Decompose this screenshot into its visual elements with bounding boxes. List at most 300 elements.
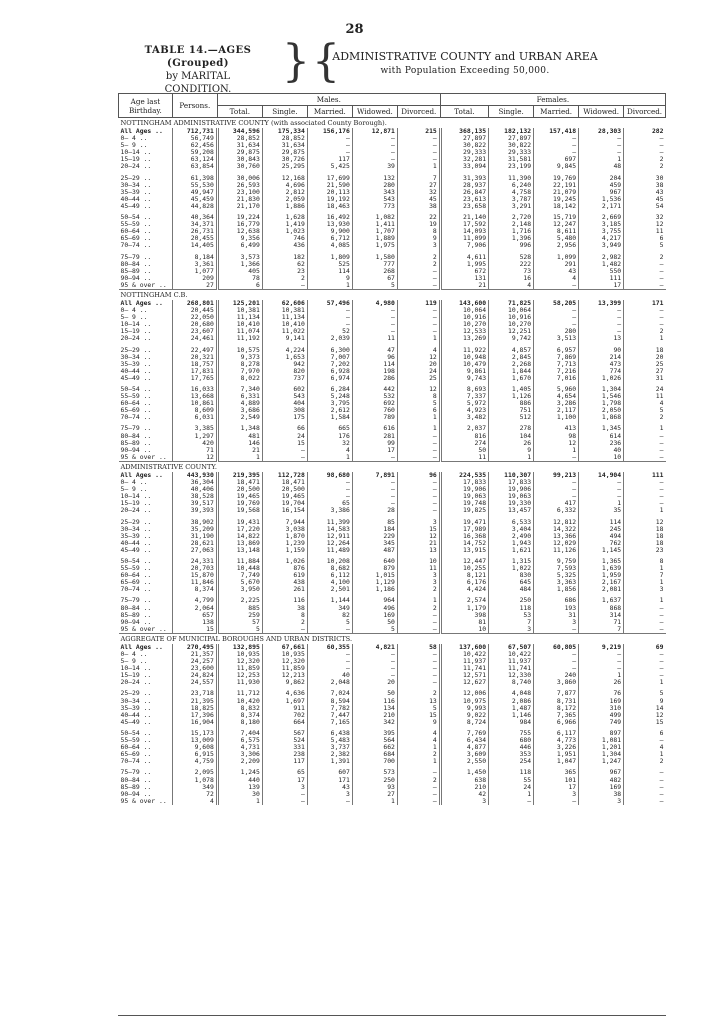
value-cell: 66 xyxy=(262,425,307,432)
value-cell: 118 xyxy=(489,605,534,612)
value-cell: 20 xyxy=(352,679,397,686)
value-cell: 28 xyxy=(352,507,397,514)
value-cell: — xyxy=(262,454,307,462)
table-row xyxy=(119,314,666,321)
value-cell: 12,911 xyxy=(307,533,352,540)
col-persons: Persons. xyxy=(172,94,217,118)
value-cell: 1 xyxy=(624,335,666,342)
value-cell: 3 xyxy=(397,242,440,249)
value-cell: 1,450 xyxy=(440,769,488,776)
value-cell: 1,707 xyxy=(352,228,397,235)
value-cell: 32,281 xyxy=(440,156,488,163)
value-cell: 4,048 xyxy=(489,690,534,697)
value-cell: 45,459 xyxy=(172,196,217,203)
section-title: ADMINISTRATIVE COUNTY. xyxy=(119,461,666,472)
value-cell: 62,456 xyxy=(172,142,217,149)
value-cell: — xyxy=(397,142,440,149)
table-row xyxy=(119,203,666,210)
value-cell: 774 xyxy=(579,368,624,375)
value-cell: 20 xyxy=(397,361,440,368)
value-cell: 210 xyxy=(440,784,488,791)
value-cell: 4,889 xyxy=(217,400,262,407)
value-cell: 3 xyxy=(534,791,579,798)
brace-left: { xyxy=(312,36,340,87)
value-cell: — xyxy=(624,605,666,612)
value-cell: 405 xyxy=(217,268,262,275)
table-row xyxy=(119,400,666,407)
value-cell: — xyxy=(397,447,440,454)
value-cell: 119 xyxy=(397,300,440,307)
value-cell: — xyxy=(397,679,440,686)
value-cell: 482 xyxy=(579,777,624,784)
value-cell: 1,126 xyxy=(489,393,534,400)
value-cell: 21,590 xyxy=(307,182,352,189)
age-cell: 40—44 .. xyxy=(120,711,152,719)
value-cell: — xyxy=(352,454,397,462)
value-cell: 12,571 xyxy=(440,672,488,679)
table-row xyxy=(119,175,666,182)
value-cell: 4 xyxy=(624,744,666,751)
value-cell: 10,422 xyxy=(440,651,488,658)
value-cell: 1,546 xyxy=(579,393,624,400)
value-cell: — xyxy=(579,307,624,314)
value-cell: 62,606 xyxy=(262,300,307,307)
value-cell: 238 xyxy=(262,751,307,758)
value-cell: 2,167 xyxy=(579,579,624,586)
table-row xyxy=(119,196,666,203)
value-cell: 12,168 xyxy=(262,175,307,182)
value-cell: 6,533 xyxy=(489,519,534,526)
value-cell: 353 xyxy=(489,751,534,758)
value-cell: 2,268 xyxy=(489,361,534,368)
value-cell: — xyxy=(397,665,440,672)
value-cell: — xyxy=(624,619,666,626)
value-cell: 34,371 xyxy=(172,221,217,228)
age-cell: 70—74 .. xyxy=(120,586,152,594)
value-cell: 1,247 xyxy=(579,758,624,765)
value-cell: — xyxy=(624,440,666,447)
value-cell: 3,363 xyxy=(534,579,579,586)
value-cell: 40,406 xyxy=(172,486,217,493)
table-row xyxy=(119,335,666,342)
value-cell: 525 xyxy=(307,261,352,268)
table-row xyxy=(119,791,666,798)
value-cell: 16,904 xyxy=(172,719,217,726)
value-cell: — xyxy=(307,135,352,142)
value-cell: 20,321 xyxy=(172,354,217,361)
value-cell: 3 xyxy=(262,784,307,791)
value-cell: 93 xyxy=(352,784,397,791)
value-cell: 573 xyxy=(352,769,397,776)
value-cell: 665 xyxy=(307,425,352,432)
value-cell: 602 xyxy=(262,386,307,393)
table-row xyxy=(119,777,666,784)
age-cell: 90—94 .. xyxy=(120,790,152,798)
value-cell: 345 xyxy=(352,540,397,547)
value-cell: 5,425 xyxy=(307,163,352,170)
value-cell: — xyxy=(624,798,666,805)
value-cell: 17 xyxy=(352,447,397,454)
value-cell: — xyxy=(307,142,352,149)
value-cell: 27,897 xyxy=(440,135,488,142)
value-cell: 8 xyxy=(624,558,666,565)
value-cell: — xyxy=(397,440,440,447)
value-cell: 1,580 xyxy=(352,254,397,261)
value-cell: 4,923 xyxy=(440,407,488,414)
value-cell: 10,381 xyxy=(217,307,262,314)
value-cell: 4,217 xyxy=(579,235,624,242)
age-cell: 60—64 .. xyxy=(120,572,152,580)
value-cell: 9,900 xyxy=(307,228,352,235)
value-cell: 28,937 xyxy=(440,182,488,189)
value-cell: 8,594 xyxy=(307,698,352,705)
value-cell: 10,935 xyxy=(217,651,262,658)
age-cell: 45—49 .. xyxy=(120,718,152,726)
value-cell: 4 xyxy=(534,275,579,282)
value-cell: 26,731 xyxy=(172,228,217,235)
value-cell: 29,875 xyxy=(217,149,262,156)
value-cell: 11,712 xyxy=(217,690,262,697)
value-cell: 16,033 xyxy=(172,386,217,393)
section-title: NOTTINGHAM ADMINISTRATIVE COUNTY (with associated County Borough). xyxy=(119,118,666,129)
value-cell: 11,134 xyxy=(217,314,262,321)
value-cell: 1,304 xyxy=(579,751,624,758)
value-cell: 23,718 xyxy=(172,690,217,697)
value-cell: 9,608 xyxy=(172,744,217,751)
value-cell: — xyxy=(534,493,579,500)
value-cell: 67 xyxy=(352,275,397,282)
value-cell: 11,937 xyxy=(440,658,488,665)
value-cell: 268,801 xyxy=(172,300,217,307)
value-cell: 3 xyxy=(440,798,488,805)
value-cell: — xyxy=(352,486,397,493)
value-cell: 71 xyxy=(172,447,217,454)
value-cell: 1,348 xyxy=(217,425,262,432)
table-row xyxy=(119,493,666,500)
value-cell: 24,824 xyxy=(172,672,217,679)
value-cell: 8,172 xyxy=(534,705,579,712)
value-cell: — xyxy=(352,156,397,163)
value-cell: 1,201 xyxy=(579,744,624,751)
value-cell: — xyxy=(397,626,440,634)
age-cell: 15—19 .. xyxy=(120,672,152,680)
value-cell: 1,082 xyxy=(352,214,397,221)
value-cell: 12 xyxy=(172,454,217,462)
value-cell: 15,719 xyxy=(534,214,579,221)
value-cell: 3,737 xyxy=(307,744,352,751)
value-cell: — xyxy=(397,433,440,440)
value-cell: 6 xyxy=(624,730,666,737)
value-cell: 4,857 xyxy=(489,347,534,354)
value-cell: 26 xyxy=(489,440,534,447)
value-cell: 2,117 xyxy=(534,407,579,414)
value-cell: 11,930 xyxy=(217,679,262,686)
value-cell: 63,124 xyxy=(172,156,217,163)
value-cell: 1,670 xyxy=(489,375,534,382)
value-cell: 50 xyxy=(352,619,397,626)
value-cell: 13,009 xyxy=(172,737,217,744)
value-cell: 1,637 xyxy=(579,597,624,604)
value-cell: 209 xyxy=(172,275,217,282)
table-row xyxy=(119,189,666,196)
age-cell: 80—84 .. xyxy=(120,604,152,612)
value-cell: 3 xyxy=(534,619,579,626)
value-cell: 9,993 xyxy=(440,705,488,712)
value-cell: 60,805 xyxy=(534,644,579,651)
value-cell: 40 xyxy=(307,672,352,679)
value-cell: 27 xyxy=(624,368,666,375)
value-cell: 1,081 xyxy=(579,737,624,744)
value-cell: 280 xyxy=(534,328,579,335)
value-cell: 3,950 xyxy=(217,586,262,593)
table-row xyxy=(119,414,666,421)
age-cell: 70—74 .. xyxy=(120,414,152,422)
value-cell: — xyxy=(534,798,579,805)
value-cell: 550 xyxy=(579,268,624,275)
value-cell: 10,255 xyxy=(440,565,488,572)
value-cell: 868 xyxy=(579,605,624,612)
value-cell: 13,148 xyxy=(217,547,262,554)
value-cell: 3,860 xyxy=(534,679,579,686)
value-cell: 413 xyxy=(534,425,579,432)
value-cell: 31,634 xyxy=(217,142,262,149)
value-cell: 250 xyxy=(489,597,534,604)
value-cell: 43 xyxy=(534,268,579,275)
table-row xyxy=(119,744,666,751)
value-cell: 134 xyxy=(352,705,397,712)
value-cell: 1,856 xyxy=(534,586,579,593)
age-cell: 75—79 .. xyxy=(120,597,152,605)
age-cell: All Ages .. xyxy=(120,643,163,651)
table-row xyxy=(119,712,666,719)
table-row xyxy=(119,737,666,744)
age-cell: 20—24 .. xyxy=(120,507,152,515)
value-cell: — xyxy=(624,791,666,798)
value-cell: 7,593 xyxy=(534,565,579,572)
value-cell: 789 xyxy=(352,414,397,421)
value-cell: — xyxy=(262,798,307,805)
value-cell: 11,489 xyxy=(307,547,352,554)
section-title: AGGREGATE OF MUNICIPAL BOROUGHS AND URBAN DISTRICTS. xyxy=(119,633,666,644)
value-cell: 13 xyxy=(397,547,440,554)
value-cell: 1,482 xyxy=(579,261,624,268)
value-cell: 261 xyxy=(262,586,307,593)
value-cell: 38 xyxy=(579,791,624,798)
value-cell: 19,465 xyxy=(262,493,307,500)
value-cell: — xyxy=(624,314,666,321)
value-cell: 8,724 xyxy=(440,719,488,726)
value-cell: 2,382 xyxy=(307,751,352,758)
value-cell: — xyxy=(262,626,307,634)
value-cell: — xyxy=(307,321,352,328)
age-cell: 70—74 .. xyxy=(120,242,152,250)
value-cell: 5 xyxy=(624,690,666,697)
age-cell: 60—64 .. xyxy=(120,228,152,236)
value-cell: 2 xyxy=(624,328,666,335)
value-cell: 62 xyxy=(262,261,307,268)
table-row xyxy=(119,558,666,565)
value-cell: 8,184 xyxy=(172,254,217,261)
age-cell: 0— 4 .. xyxy=(120,479,148,487)
value-cell: 110,307 xyxy=(489,472,534,479)
age-cell: 20—24 .. xyxy=(120,163,152,171)
value-cell: 697 xyxy=(534,156,579,163)
value-cell: 72 xyxy=(172,791,217,798)
value-cell: 1 xyxy=(534,447,579,454)
value-cell: 35,209 xyxy=(172,526,217,533)
value-cell: 342 xyxy=(352,719,397,726)
value-cell: 138 xyxy=(172,619,217,626)
value-cell: 182,132 xyxy=(489,128,534,135)
age-cell: 40—44 .. xyxy=(120,539,152,547)
value-cell: 10,975 xyxy=(440,698,488,705)
value-cell: 2,209 xyxy=(217,758,262,765)
value-cell: — xyxy=(624,433,666,440)
value-cell: 446 xyxy=(489,744,534,751)
value-cell: 2,148 xyxy=(489,221,534,228)
total-row xyxy=(119,128,666,135)
col-females-married: Married. xyxy=(534,106,579,118)
value-cell: 20,445 xyxy=(172,307,217,314)
value-cell: 14,583 xyxy=(307,526,352,533)
value-cell: 4 xyxy=(397,737,440,744)
value-cell: 278 xyxy=(489,425,534,432)
value-cell: — xyxy=(534,135,579,142)
age-cell: 0— 4 .. xyxy=(120,307,148,315)
table-row xyxy=(119,393,666,400)
value-cell: 280 xyxy=(352,182,397,189)
value-cell: 344,596 xyxy=(217,128,262,135)
value-cell: 16,368 xyxy=(440,533,488,540)
table-row xyxy=(119,242,666,249)
value-cell: 1,245 xyxy=(217,769,262,776)
value-cell: 420 xyxy=(172,440,217,447)
value-cell: 737 xyxy=(262,375,307,382)
value-cell: — xyxy=(624,307,666,314)
value-cell: — xyxy=(534,307,579,314)
value-cell: 13,269 xyxy=(440,335,488,342)
value-cell: 1,099 xyxy=(534,254,579,261)
value-cell: 98 xyxy=(534,433,579,440)
value-cell: 111 xyxy=(624,472,666,479)
value-cell: 19,568 xyxy=(217,507,262,514)
value-cell: 20,500 xyxy=(217,486,262,493)
value-cell: — xyxy=(352,658,397,665)
value-cell: 30,760 xyxy=(217,163,262,170)
value-cell: 1,975 xyxy=(352,242,397,249)
value-cell: 524 xyxy=(262,737,307,744)
value-cell: 31 xyxy=(624,375,666,382)
value-cell: 11,390 xyxy=(489,175,534,182)
value-cell: 8,022 xyxy=(217,375,262,382)
value-cell: 614 xyxy=(579,433,624,440)
value-cell: 4,611 xyxy=(440,254,488,261)
value-cell: 8,693 xyxy=(440,386,488,393)
value-cell: 43 xyxy=(307,784,352,791)
value-cell: 349 xyxy=(172,784,217,791)
value-cell: 8,609 xyxy=(172,407,217,414)
value-cell: 10,916 xyxy=(489,314,534,321)
age-cell: 95 & over .. xyxy=(120,625,167,633)
table-row xyxy=(119,672,666,679)
age-cell: 85—89 .. xyxy=(120,611,152,619)
value-cell: 171 xyxy=(307,777,352,784)
value-cell: 50 xyxy=(440,447,488,454)
value-cell: 1,391 xyxy=(307,758,352,765)
value-cell: 22 xyxy=(397,214,440,221)
age-cell: 25—29 .. xyxy=(120,346,152,354)
value-cell: — xyxy=(262,282,307,290)
value-cell: 39,393 xyxy=(172,507,217,514)
value-cell: 1,026 xyxy=(262,558,307,565)
value-cell: — xyxy=(489,798,534,805)
value-cell: 7,944 xyxy=(262,519,307,526)
age-cell: 30—34 .. xyxy=(120,181,152,189)
value-cell: 12 xyxy=(397,533,440,540)
value-cell: 2 xyxy=(262,619,307,626)
value-cell: 2,982 xyxy=(579,254,624,261)
value-cell: 13,366 xyxy=(534,533,579,540)
area-title: ADMINISTRATIVE COUNTY and URBAN AREA xyxy=(332,50,598,63)
age-cell: 45—49 .. xyxy=(120,202,152,210)
value-cell: 114 xyxy=(352,361,397,368)
value-cell: 3 xyxy=(489,626,534,634)
value-cell: 10,575 xyxy=(217,347,262,354)
value-cell: 31,634 xyxy=(262,142,307,149)
age-cell: 0— 4 .. xyxy=(120,135,148,143)
value-cell: 662 xyxy=(352,744,397,751)
value-cell: 19,465 xyxy=(217,493,262,500)
value-cell: 17,699 xyxy=(307,175,352,182)
value-cell: — xyxy=(624,142,666,149)
value-cell: 9,373 xyxy=(217,354,262,361)
value-cell: 45 xyxy=(624,196,666,203)
value-cell: — xyxy=(352,493,397,500)
value-cell: 139 xyxy=(217,784,262,791)
value-cell: 4,759 xyxy=(172,758,217,765)
value-cell: 1,886 xyxy=(262,203,307,210)
age-cell: 75—79 .. xyxy=(120,253,152,261)
age-cell: 35—39 .. xyxy=(120,188,152,196)
age-cell: All Ages .. xyxy=(120,128,163,135)
value-cell: 12,213 xyxy=(262,672,307,679)
value-cell: 29,333 xyxy=(489,149,534,156)
value-cell: 6 xyxy=(397,407,440,414)
age-cell: 20—24 .. xyxy=(120,335,152,343)
age-cell: 65—69 .. xyxy=(120,235,152,243)
value-cell: 4,773 xyxy=(534,737,579,744)
value-cell: 15 xyxy=(624,719,666,726)
value-cell: 24 xyxy=(397,368,440,375)
value-cell: 11,134 xyxy=(262,314,307,321)
value-cell: 11 xyxy=(440,454,488,462)
value-cell: 4 xyxy=(397,730,440,737)
value-cell: 885 xyxy=(217,605,262,612)
value-cell: 2,956 xyxy=(534,242,579,249)
value-cell: 21,170 xyxy=(217,203,262,210)
value-cell: 259 xyxy=(217,612,262,619)
value-cell: 6,240 xyxy=(489,182,534,189)
table-row xyxy=(119,386,666,393)
value-cell: 12,627 xyxy=(440,679,488,686)
value-cell: 99 xyxy=(352,440,397,447)
value-cell: 640 xyxy=(352,558,397,565)
value-cell: 967 xyxy=(579,189,624,196)
value-cell: 2,669 xyxy=(579,214,624,221)
value-cell: 1,239 xyxy=(262,540,307,547)
value-cell: 8 xyxy=(397,228,440,235)
age-cell: 25—29 .. xyxy=(120,174,152,182)
